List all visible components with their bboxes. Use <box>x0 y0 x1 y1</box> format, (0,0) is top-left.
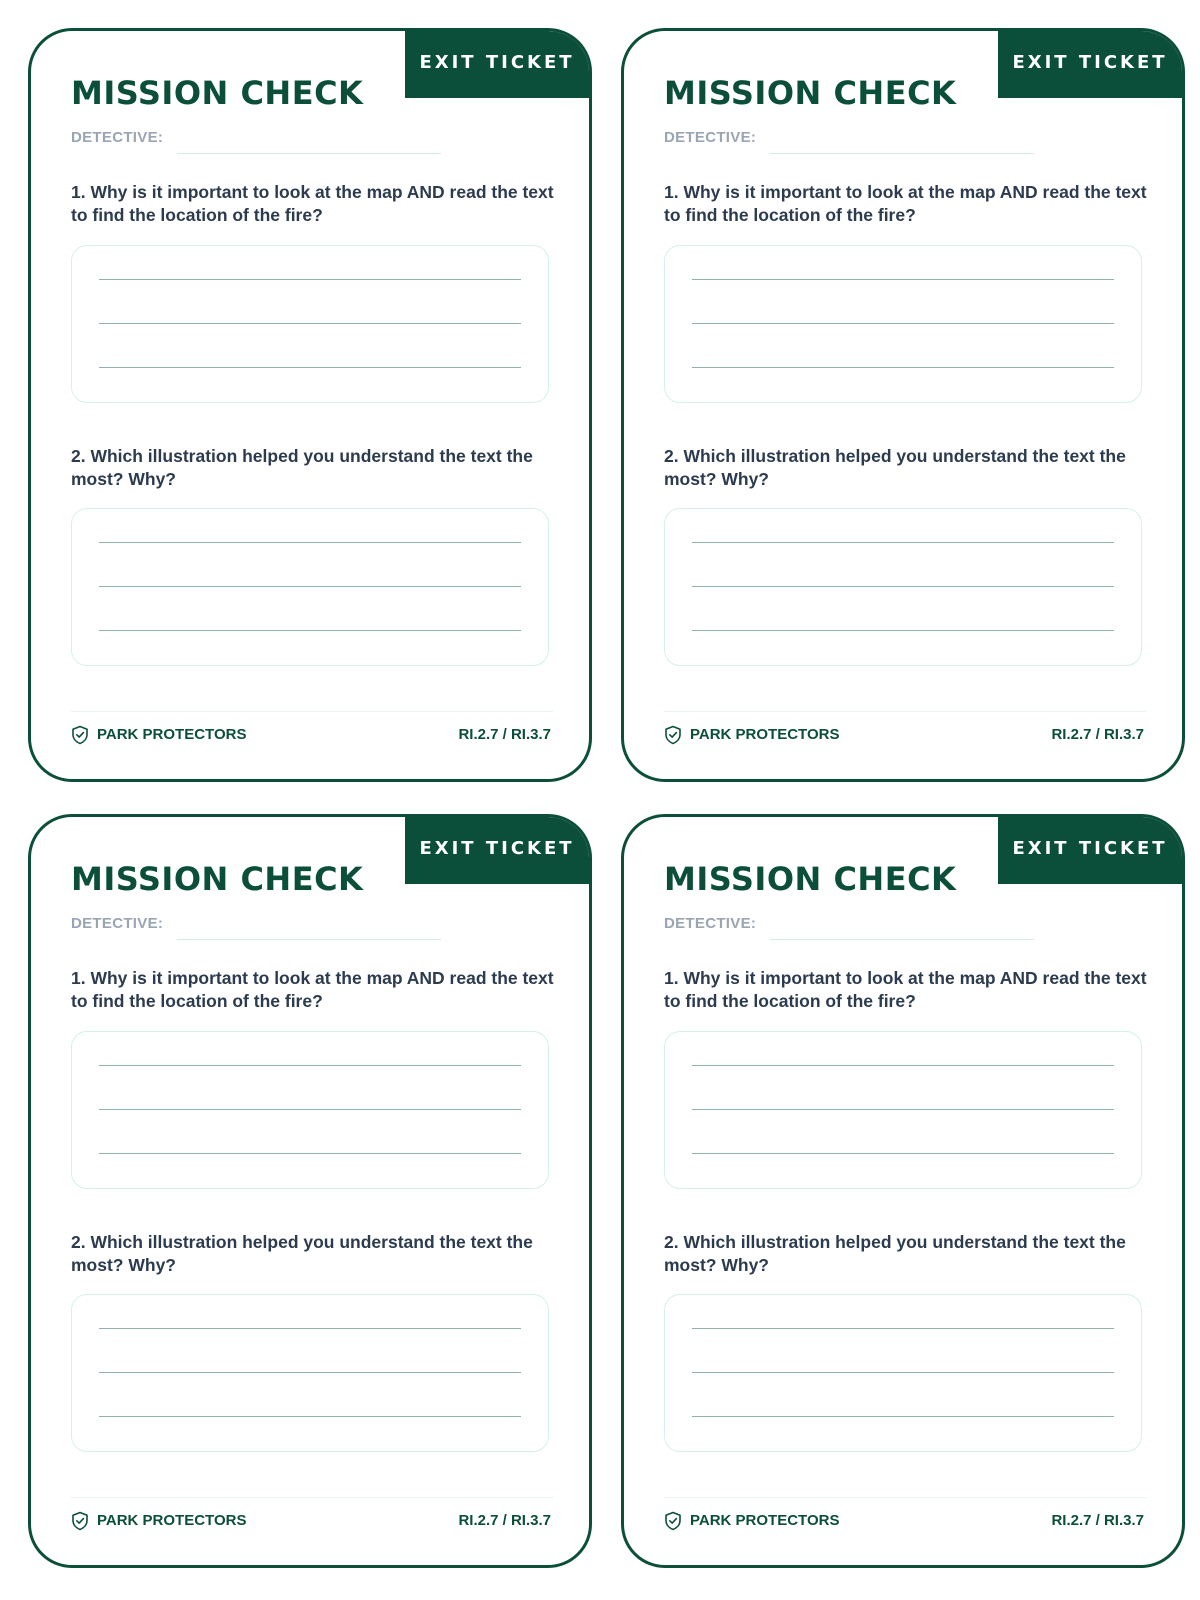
writing-line <box>692 1328 1114 1329</box>
footer-brand <box>664 725 839 745</box>
writing-line <box>692 1372 1114 1373</box>
writing-line <box>99 1153 521 1154</box>
writing-line <box>692 586 1114 587</box>
writing-line <box>692 630 1114 631</box>
detective-name-line[interactable] <box>770 153 1034 154</box>
answer-box-1[interactable] <box>664 245 1142 403</box>
writing-line <box>692 1153 1114 1154</box>
exit-ticket-card <box>28 28 592 782</box>
writing-line <box>99 279 521 280</box>
writing-line <box>99 1328 521 1329</box>
footer-standards: RI.2.7 / RI.3.7 <box>1051 1512 1144 1529</box>
detective-label: DETECTIVE: <box>71 915 164 932</box>
exit-ticket-card <box>621 814 1185 1568</box>
exit-ticket-tag: EXIT TICKET <box>405 31 589 98</box>
exit-ticket-card <box>28 814 592 1568</box>
answer-box-2[interactable] <box>664 1294 1142 1452</box>
footer-standards: RI.2.7 / RI.3.7 <box>458 1512 551 1529</box>
footer-brand <box>71 1511 246 1531</box>
writing-line <box>692 279 1114 280</box>
question-1: 1. Why is it important to look at the map AND read the text to find the location of the fire? <box>71 182 554 225</box>
footer-divider <box>71 1497 553 1498</box>
detective-label: DETECTIVE: <box>664 129 757 146</box>
footer-standards: RI.2.7 / RI.3.7 <box>458 726 551 743</box>
shield-check-icon <box>664 725 682 745</box>
answer-box-1[interactable] <box>71 1031 549 1189</box>
detective-label: DETECTIVE: <box>664 915 757 932</box>
exit-ticket-tag: EXIT TICKET <box>998 817 1182 884</box>
answer-box-1[interactable] <box>664 1031 1142 1189</box>
question-2: 2. Which illustration helped you understand the text the most? Why? <box>71 446 533 489</box>
detective-name-line[interactable] <box>770 939 1034 940</box>
writing-line <box>99 542 521 543</box>
writing-line <box>99 367 521 368</box>
detective-name-line[interactable] <box>177 153 441 154</box>
answer-box-2[interactable] <box>71 508 549 666</box>
exit-ticket-card <box>621 28 1185 782</box>
question-1: 1. Why is it important to look at the map AND read the text to find the location of the fire? <box>664 182 1147 225</box>
detective-name-line[interactable] <box>177 939 441 940</box>
writing-line <box>99 1416 521 1417</box>
exit-ticket-tag: EXIT TICKET <box>998 31 1182 98</box>
shield-check-icon <box>71 725 89 745</box>
card-title: MISSION CHECK <box>71 860 364 898</box>
card-title: MISSION CHECK <box>664 860 957 898</box>
writing-line <box>692 1109 1114 1110</box>
footer-brand-label: PARK PROTECTORS <box>97 1512 247 1529</box>
footer-brand-label: PARK PROTECTORS <box>690 726 840 743</box>
writing-line <box>692 542 1114 543</box>
footer-standards: RI.2.7 / RI.3.7 <box>1051 726 1144 743</box>
writing-line <box>99 1372 521 1373</box>
footer-brand-label: PARK PROTECTORS <box>97 726 247 743</box>
footer-brand <box>71 725 246 745</box>
exit-ticket-tag: EXIT TICKET <box>405 817 589 884</box>
detective-label: DETECTIVE: <box>71 129 164 146</box>
footer-brand <box>664 1511 839 1531</box>
question-1: 1. Why is it important to look at the map AND read the text to find the location of the fire? <box>664 968 1147 1011</box>
shield-check-icon <box>664 1511 682 1531</box>
footer-divider <box>664 1497 1146 1498</box>
writing-line <box>99 630 521 631</box>
shield-check-icon <box>71 1511 89 1531</box>
footer-brand-label: PARK PROTECTORS <box>690 1512 840 1529</box>
writing-line <box>692 1065 1114 1066</box>
card-title: MISSION CHECK <box>71 74 364 112</box>
footer-divider <box>664 711 1146 712</box>
answer-box-2[interactable] <box>71 1294 549 1452</box>
question-2: 2. Which illustration helped you understand the text the most? Why? <box>664 1232 1126 1275</box>
answer-box-2[interactable] <box>664 508 1142 666</box>
writing-line <box>692 1416 1114 1417</box>
writing-line <box>99 323 521 324</box>
writing-line <box>692 367 1114 368</box>
footer-divider <box>71 711 553 712</box>
question-2: 2. Which illustration helped you understand the text the most? Why? <box>71 1232 533 1275</box>
card-title: MISSION CHECK <box>664 74 957 112</box>
question-1: 1. Why is it important to look at the map AND read the text to find the location of the fire? <box>71 968 554 1011</box>
writing-line <box>692 323 1114 324</box>
question-2: 2. Which illustration helped you understand the text the most? Why? <box>664 446 1126 489</box>
answer-box-1[interactable] <box>71 245 549 403</box>
writing-line <box>99 586 521 587</box>
writing-line <box>99 1109 521 1110</box>
writing-line <box>99 1065 521 1066</box>
